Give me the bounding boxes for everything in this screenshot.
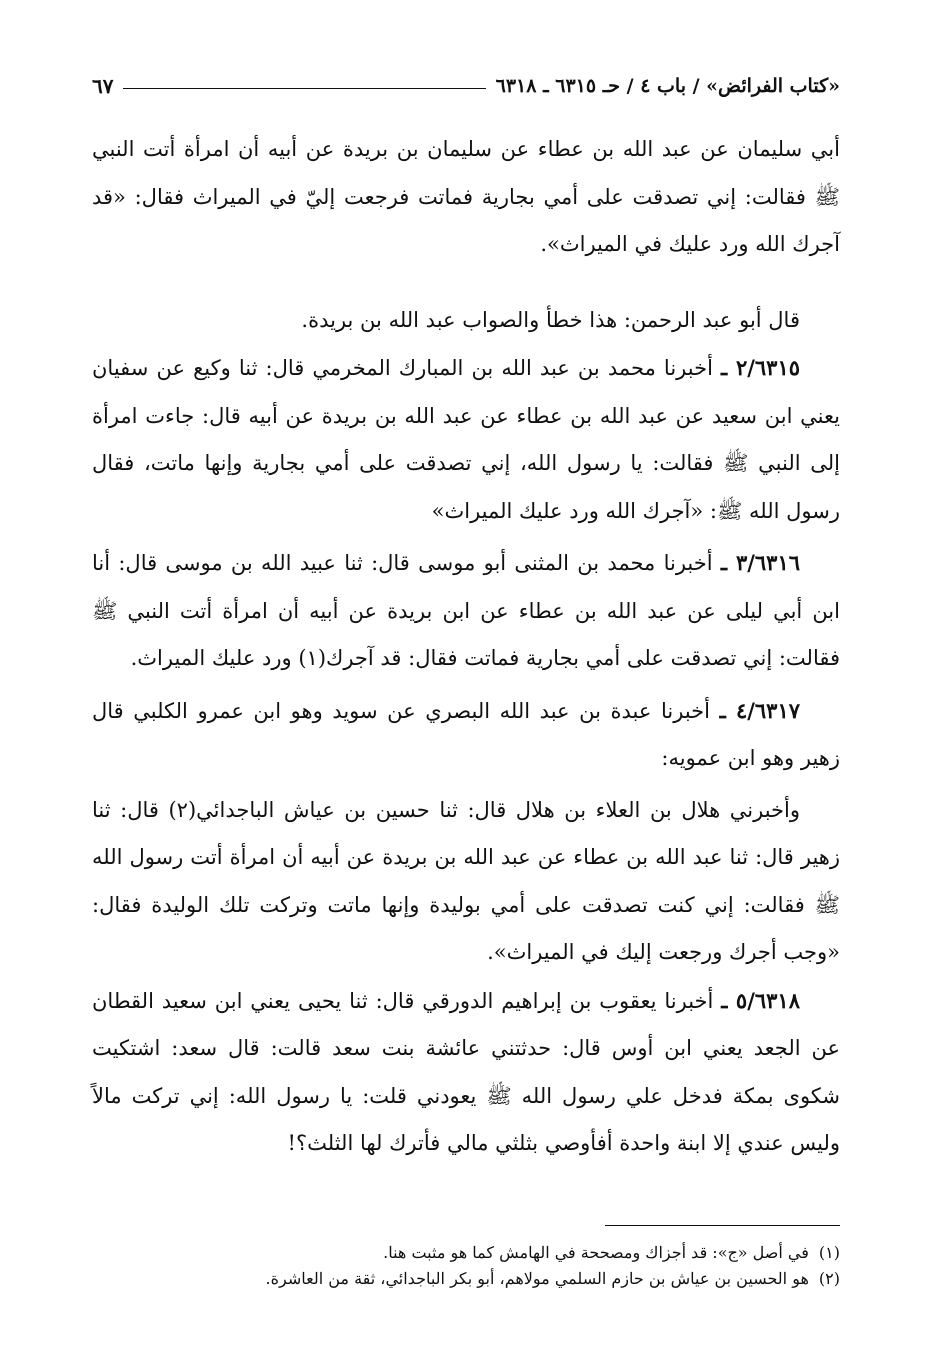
paragraph-text: قال أبو عبد الرحمن: هذا خطأ والصواب عبد الله بن بريدة. <box>301 307 800 332</box>
paragraph-chain <box>92 787 840 977</box>
footnote-text: هو الحسين بن عياش بن حازم السلمي مولاهم، أبو بكر الباجدائي، ثقة من العاشرة. <box>265 1269 809 1288</box>
paragraph-text: أخبرنا محمد بن عبد الله بن المبارك المخرمي قال: ثنا وكيع عن سفيان يعني ابن سعيد عن عبد الله بن عطاء عن عبد الله بن بريدة عن أبيه قال: جاءت امرأة إلى النبي ﷺ فقالت: يا رسول الله، إني تصدقت على أمي بجارية وإنها ماتت، فقال رسول الله ﷺ: «آجرك الله ورد عليك الميراث» <box>92 356 840 523</box>
paragraph-text: أخبرنا يعقوب بن إبراهيم الدورقي قال: ثنا يحيى يعني ابن سعيد القطان عن الجعد يعني ابن أوس قال: حدثتني عائشة بنت سعد قالت: قال سعد: اشتكيت شكوى بمكة فدخل علي رسول الله ﷺ يعودني قلت: يا رسول الله: إني تركت مالاً وليس عندي إلا ابنة واحدة أفأوصي بثلثي مالي فأترك لها الثلث؟! <box>92 988 840 1155</box>
paragraph-continuation <box>92 126 840 269</box>
running-header <box>92 68 840 104</box>
hadith-number: ٥/٦٣١٨ ـ <box>721 987 800 1013</box>
hadith-number: ٢/٦٣١٥ ـ <box>721 355 801 380</box>
footnote-mark: (٢) <box>818 1269 840 1288</box>
page-number: ٦٧ <box>92 74 114 98</box>
hadith-paragraph <box>92 344 840 535</box>
running-header-title: «كتاب الفرائض» / باب ٤ / حـ ٦٣١٥ ـ ٦٣١٨ <box>495 75 840 97</box>
paragraph-text: أخبرنا عبدة بن عبد الله البصري عن سويد وهو ابن عمرو الكلبي قال زهير وهو ابن عمويه: <box>92 698 840 770</box>
hadith-paragraph <box>92 539 840 683</box>
main-text <box>92 126 840 1168</box>
footnote-item <box>92 1266 840 1292</box>
hadith-number: ٣/٦٣١٦ ـ <box>720 550 801 575</box>
footnotes <box>92 1240 840 1292</box>
hadith-paragraph <box>92 687 840 783</box>
paragraph-text: أخبرنا محمد بن المثنى أبو موسى قال: ثنا عبيد الله بن موسى قال: أنا ابن أبي ليلى عن عبد الله بن عطاء عن ابن بريدة عن أبيه أن امرأة أتت النبي ﷺ فقالت: إني تصدقت على أمي بجارية فماتت فقال: قد آجرك(١) ورد عليك الميراث. <box>92 551 840 670</box>
hadith-number: ٤/٦٣١٧ ـ <box>719 697 801 723</box>
footnote-text: في أصل «ج»: قد أجزاك ومصححة في الهامش كما هو مثبت هنا. <box>383 1243 809 1262</box>
footnote-separator <box>605 1225 840 1226</box>
footnote-mark: (١) <box>818 1243 840 1262</box>
paragraph-commentary <box>92 297 840 345</box>
header-rule <box>123 88 485 89</box>
hadith-paragraph <box>92 977 840 1168</box>
paragraph-text: أبي سليمان عن عبد الله بن عطاء عن سليمان بن بريدة عن أبيه أن امرأة أتت النبي ﷺ فقالت: إني تصدقت على أمي بجارية فماتت فرجعت إليّ في الميراث فقال: «قد آجرك الله ورد عليك في الميراث». <box>92 137 840 256</box>
footnote-item <box>92 1240 840 1266</box>
paragraph-text: وأخبرني هلال بن العلاء بن هلال قال: ثنا حسين بن عياش الباجدائي(٢) قال: ثنا زهير قال: ثنا عبد الله بن عطاء عن عبد الله بن بريدة عن أبيه أن امرأة أتت رسول الله ﷺ فقالت: إني كنت تصدقت على أمي بوليدة وإنها ماتت وتركت تلك الوليدة فقال: «وجب أجرك ورجعت إليك في الميراث». <box>92 797 840 964</box>
